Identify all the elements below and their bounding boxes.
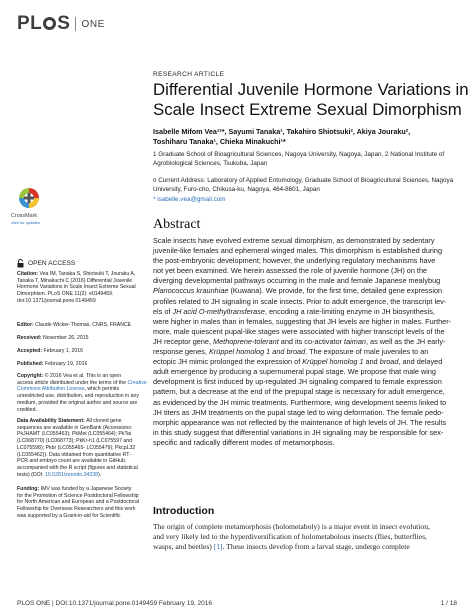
current-address	[153, 177, 459, 194]
introduction-body	[153, 522, 459, 553]
published-block: Published: February 19, 2016	[17, 361, 88, 367]
open-lock-icon	[17, 259, 24, 268]
creative-commons-link[interactable]: Commons Attribution License	[17, 386, 85, 393]
abstract-line: juvenile-like females and ephemeral winged males. This dimorphism is established during	[153, 246, 443, 256]
current-address-line: University, Furo-cho, Chikusa-ku, Nagoya, 464-8601, Japan	[153, 185, 320, 193]
introduction-line: The origin of complete metamorphosis (holometaboly) is a major event in insect evolution,	[153, 522, 430, 531]
creative-commons-link[interactable]: Creative	[127, 379, 147, 386]
page-number: 1 / 18	[440, 600, 457, 607]
abstract-line: JH receptor gene, Methoprene-tolerant and its co-activator taiman, as well as the JH early-	[153, 336, 446, 346]
crossmark-updates-link[interactable]: click for updates	[11, 220, 40, 225]
citation-label: Citation:	[17, 271, 39, 277]
crossmark-icon[interactable]	[18, 187, 40, 211]
title-line: Differential Juvenile Hormone Variations in	[153, 80, 469, 99]
footer-citation: PLOS ONE | DOI:10.1371/journal.pone.0149459 February 19, 2016	[17, 600, 213, 607]
abstract-line: as evidenced by the JH mimic treatments. Furthermore, wing development seems linked to	[153, 397, 447, 407]
author-line[interactable]: Isabelle Mifom Vea¹²*, Sayumi Tanaka¹, Takahiro Shiotsuki², Akiya Jouraku²,	[153, 127, 411, 136]
abstract-line: response genes, Krüppel homolog 1 and broad. The exposure of male juveniles to an	[153, 347, 429, 357]
abstract-line: not yet been examined. We herein assessed the role of juvenile hormone (JH) on the	[153, 266, 428, 276]
zenodo-doi-link[interactable]: 10.5281/zenodo.34238	[44, 471, 99, 478]
abstract-line: were higher in males than in females, suggesting that JH levels are higher in males. Further-	[153, 316, 452, 326]
open-access-label: OPEN ACCESS	[28, 260, 76, 267]
article-title	[153, 80, 469, 119]
one-wordmark: ONE	[81, 18, 105, 30]
introduction-line: wasps, and beetles) [1]. These insects develop from a larval stage, undergo complete	[153, 542, 410, 552]
article-type: RESEARCH ARTICLE	[153, 71, 225, 78]
abstract-line: in this study suggest that differential variations in JH signaling may be responsible for sex-	[153, 427, 444, 437]
abstract-line: Planococcus kraunhiae (Kuwana). We provide, for the first time, detailed gene expression	[153, 286, 443, 296]
introduction-line: and very likely led to the hyperdiversification of holometabolous insects (flies, butterflies,	[153, 532, 427, 542]
title-line: Scale Insect Extreme Sexual Dimorphism	[153, 99, 462, 119]
abstract-line: profiles related to JH signaling in scale insects. Prior to adult emergence, the transcript lev-	[153, 296, 447, 306]
affiliation-line: Agrobiological Sciences, Tsukuba, Japan	[153, 159, 268, 167]
citation-block: Citation: Vea IM, Tanaka S, Shiotsuki T, Jouraku A, Tanaka T, Minakuchi C (2016) Differential Juvenile Hormone Variations in Scale Insect Extreme Sexual Dimorphism. PLoS ONE 11(2): e0149459. doi:10.1371/journal.pone.0149459	[17, 271, 136, 304]
abstract-heading: Abstract	[153, 217, 201, 232]
abstract-line: els of JH acid O-methyltransferase, encoding a rate-limiting enzyme in JH biosynthesis,	[153, 306, 435, 316]
affiliation-line: 1 Graduate School of Bioagricultural Sciences, Nagoya University, Nagoya, Japan, 2 National Institute of	[153, 151, 445, 158]
copyright-block: Copyright: © 2016 Vea et al. This is an open access article distributed under the terms of the Creative Commons Attribution License, which permits unrestricted use, distribution, and reproduction in any medium, provided the original author and source are credited.	[17, 373, 147, 413]
plos-o-ring-icon	[43, 17, 56, 30]
author-list[interactable]	[153, 127, 459, 147]
abstract-line: specific and radically different modes of metamorphosis.	[153, 437, 335, 447]
abstract-line: pattern, but a decrease at the end of the prepupal stage is necessary for adult emergence,	[153, 387, 445, 397]
accepted-block: Accepted: February 1, 2016	[17, 348, 84, 354]
logo-divider	[75, 17, 76, 31]
abstract-line: diverging developmental pathways occurring in the male and female Japanese mealybug	[153, 276, 441, 286]
abstract-line: development is first induced by up-regulated JH signaling compared to female expression	[153, 377, 442, 387]
corresponding-email-link[interactable]: * isabelle.vea@gmail.com	[153, 196, 226, 203]
abstract-line: more, male quiescent pupal-like stages were associated with higher transcript levels of the	[153, 326, 445, 336]
plos-one-logo	[17, 13, 105, 35]
plos-wordmark: PL S	[17, 13, 71, 34]
reference-link[interactable]: [1]	[213, 542, 223, 552]
open-access-badge	[17, 259, 75, 268]
author-line[interactable]: Toshiharu Tanaka¹, Chieka Minakuchi¹*	[153, 137, 286, 146]
funding-block: Funding: IMV was funded by a Japanese Society for the Promotion of Science Postdoctoral Fellowship for North American and European and a Postdoctoral Fellowship for Overseas Researchers and this work was supported by a Grant-in-aid for Scientific	[17, 486, 139, 519]
introduction-heading: Introduction	[153, 505, 215, 517]
abstract-line: adult emergence by producing a supernumeral pupal stage. We propose that male wing	[153, 367, 436, 377]
abstract-body	[153, 236, 459, 448]
abstract-line: the post-embryonic development; however, the underlying regulatory mechanisms have	[153, 256, 436, 266]
abstract-line: morphic appearance was not reflected by the maintenance of high levels of JH. The results	[153, 417, 447, 427]
abstract-line: ectopic JH mimic prolonged the expression of Krüppel homolog 1 and broad, and delayed	[153, 357, 443, 367]
data-availability-block: Data Availability Statement: All cloned gene sequences are available in GenBank (Accessions: PkJHAMT (LC055463); PkMet (LC055464); PkTai (LC068770) (LC068773); PkKr-h1 (LC075597 and LC075598); Pkbr (LC055465- LC055479); PkcpL32 (LC055462)). Data obtained from quantitative RT- PCR and embryo count are available in GitHub, accompanied with the R script (figures and statistical tests) (DOI: 10.5281/zenodo.34238).	[17, 418, 138, 478]
affiliations	[153, 151, 459, 168]
crossmark-label[interactable]: CrossMark	[11, 213, 38, 219]
editor-block: Editor: Claude Wicker-Thomas, CNRS, FRANCE	[17, 322, 132, 328]
current-address-line: ¤ Current Address: Laboratory of Applied Entomology, Graduate School of Bioagricultural Sciences, Nagoya	[153, 177, 454, 184]
abstract-line: Scale insects have evolved extreme sexual dimorphism, as demonstrated by sedentary	[153, 236, 435, 245]
abstract-line: JH titers as JHM treatments on the pupal stage led to wing deformation. The female pedo-	[153, 407, 444, 417]
received-block: Received: November 26, 2015	[17, 335, 89, 341]
